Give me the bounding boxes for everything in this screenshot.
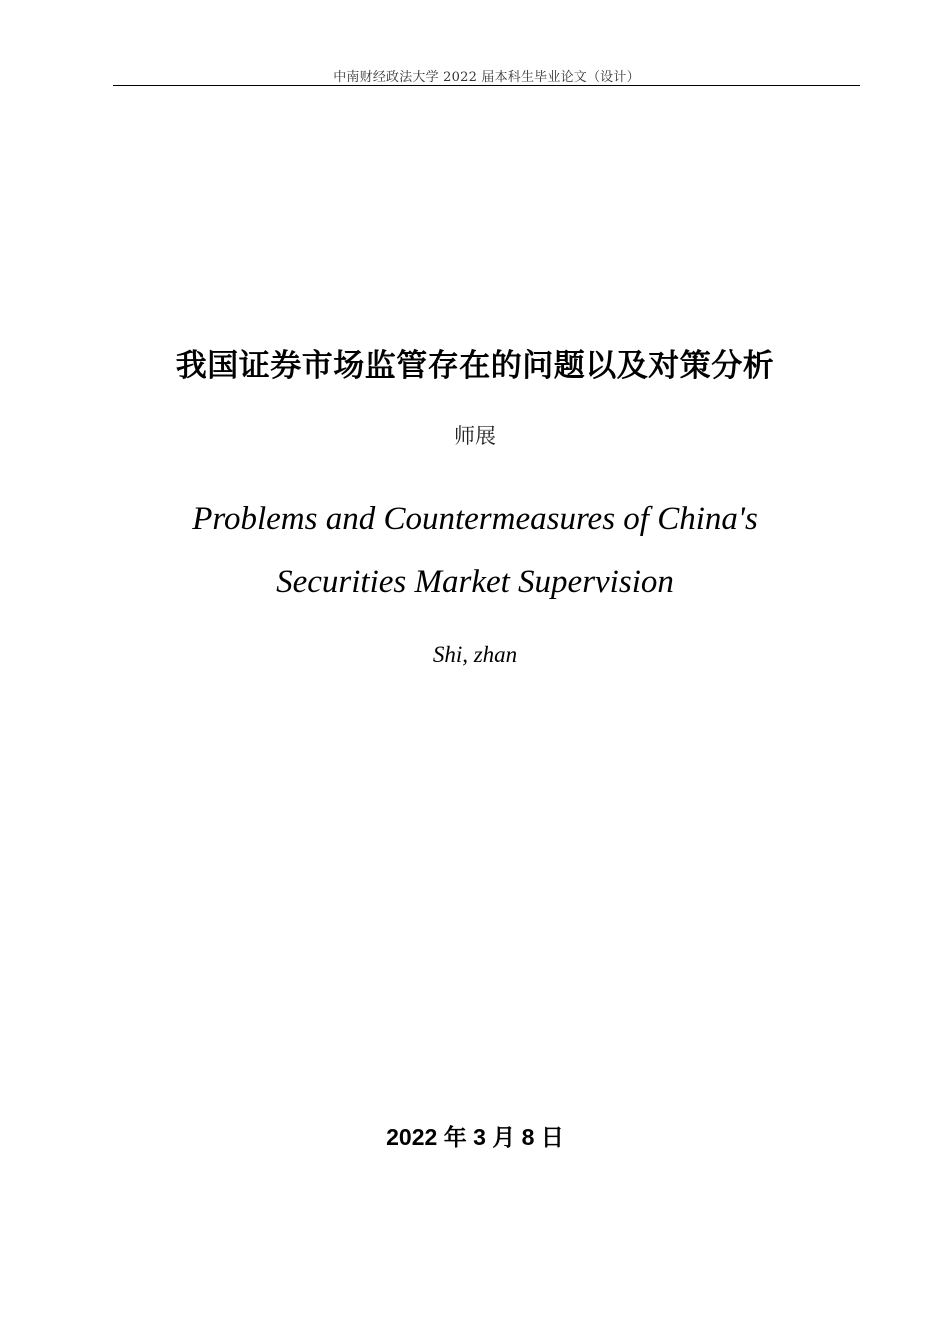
thesis-title-english-line-1: Problems and Countermeasures of China's xyxy=(192,501,758,537)
header-rule xyxy=(113,85,860,86)
thesis-title-chinese: 我国证券市场监管存在的问题以及对策分析 xyxy=(175,348,775,384)
author-name-chinese: 师展 xyxy=(454,424,496,448)
author-name-english: Shi, zhan xyxy=(432,642,518,667)
thesis-title-english xyxy=(0,488,950,614)
running-header: 中南财经政法大学 2022 届本科生毕业论文（设计） xyxy=(333,70,640,85)
submission-date: 2022 年 3 月 8 日 xyxy=(386,1124,564,1150)
thesis-title-english-line-2: Securities Market Supervision xyxy=(276,564,674,600)
